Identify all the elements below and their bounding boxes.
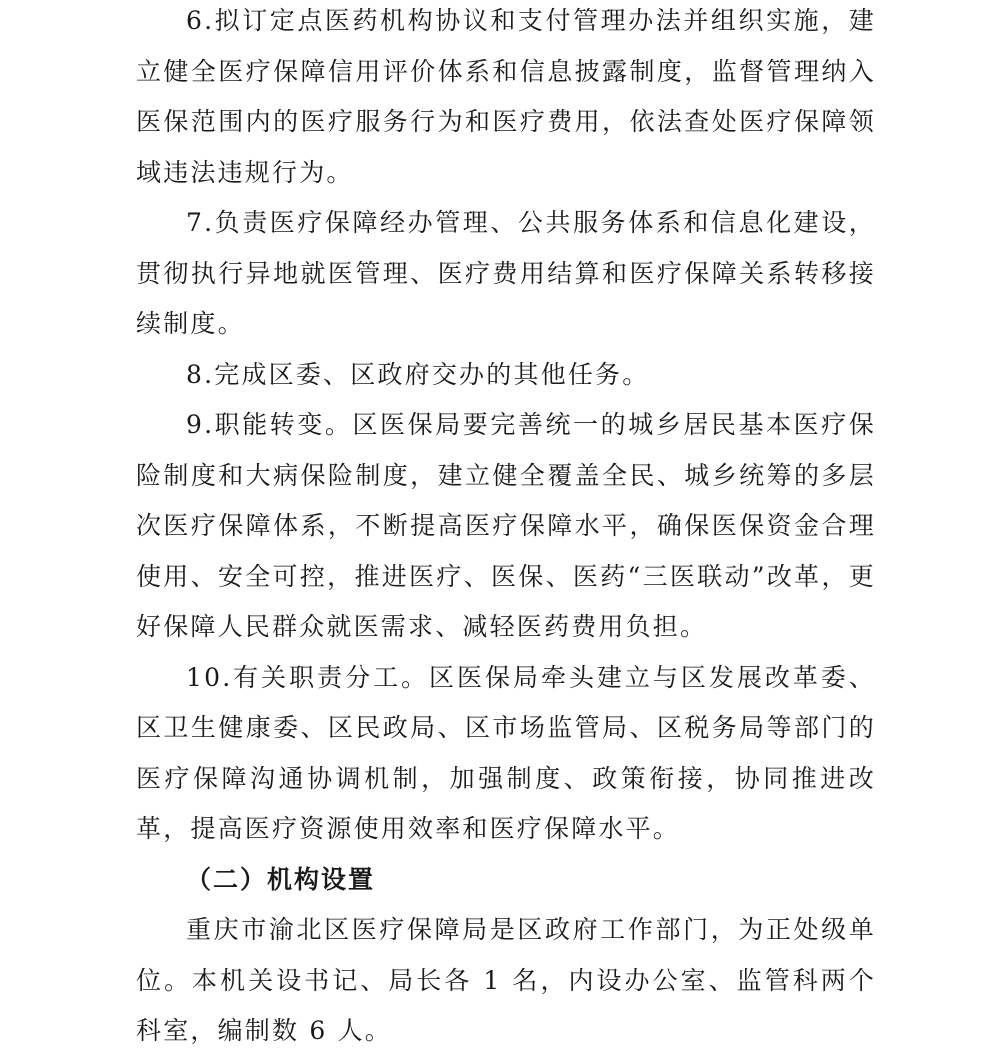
paragraph-item-8: 8.完成区委、区政府交办的其他任务。 (186, 359, 650, 389)
paragraph-item-9: 9.职能转变。区医保局要完善统一的城乡居民基本医疗保险制度和大病保险制度，建立健全覆盖全民、城乡统筹的多层次医疗保障体系，不断提高医疗保障水平，确保医保资金合理使用、安全可控，推进医疗、医保、医药“三医联动”改革，更好保障人民群众就医需求、减轻医药费用负担。 (136, 410, 876, 641)
section-heading-organization: （二）机构设置 (186, 864, 376, 894)
document-page (136, 0, 876, 1057)
paragraph-item-7: 7.负责医疗保障经办管理、公共服务体系和信息化建设，贯彻执行异地就医管理、医疗费用结算和医疗保障关系转移接续制度。 (136, 208, 876, 338)
paragraph-item-6: 6.拟订定点医药机构协议和支付管理办法并组织实施，建立健全医疗保障信用评价体系和信息披露制度，监督管理纳入医保范围内的医疗服务行为和医疗费用，依法查处医疗保障领域违法违规行为。 (136, 6, 876, 187)
paragraph-item-10: 10.有关职责分工。区医保局牵头建立与区发展改革委、区卫生健康委、区民政局、区市场监管局、区税务局等部门的医疗保障沟通协调机制，加强制度、政策衔接，协同推进改革，提高医疗资源使用效率和医疗保障水平。 (136, 662, 876, 843)
paragraph-organization-body: 重庆市渝北区医疗保障局是区政府工作部门，为正处级单位。本机关设书记、局长各 1 名，内设办公室、监管科两个科室，编制数 6 人。 (136, 915, 876, 1045)
